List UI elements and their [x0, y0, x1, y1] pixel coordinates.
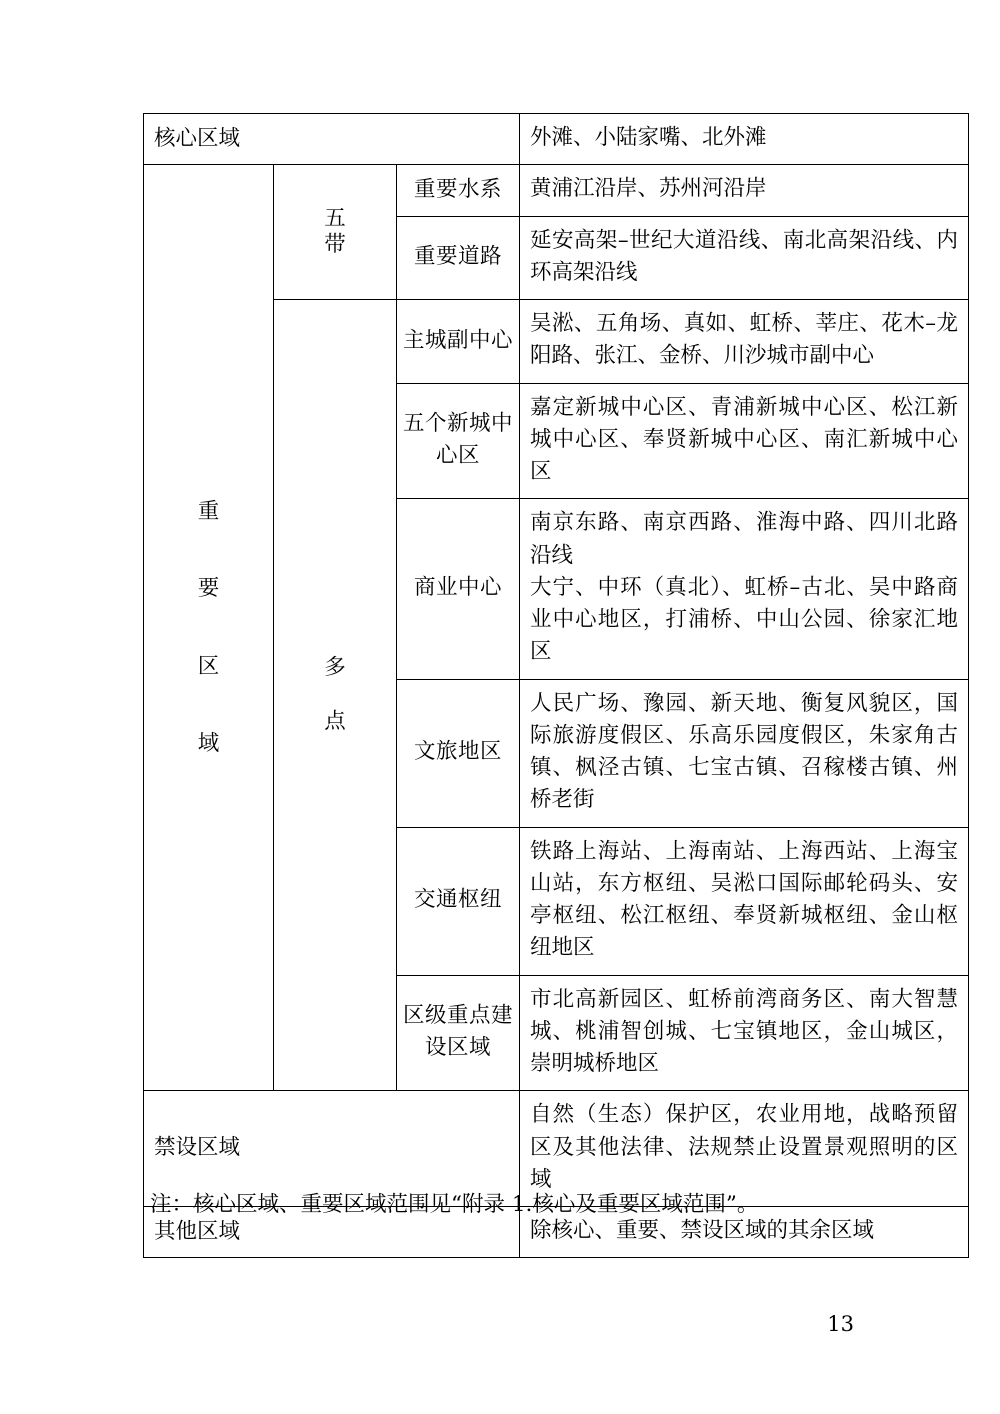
important-label-vertical [144, 473, 273, 783]
new-towns-label-text: 五个新城中心区 [402, 411, 513, 469]
page-number: 13 [827, 1312, 854, 1336]
important-label-char-1: 重 [197, 498, 220, 524]
sub-center-content-text: 吴淞、五角场、真如、虹桥、莘庄、花木–龙阳路、张江、金桥、川沙城市副中心 [530, 311, 958, 369]
lighting-zone-table [143, 113, 969, 1258]
commercial-center-content [520, 499, 968, 678]
sub-center-label-text: 主城副中心 [402, 327, 513, 353]
other-label-text: 其他区域 [154, 1218, 241, 1244]
many-points-label-char-2: 点 [324, 709, 346, 735]
important-label-char-3: 区 [197, 653, 220, 679]
item-content-commercial-center [520, 499, 969, 679]
item-content-new-towns [520, 383, 969, 499]
five-belts-label-char-1: 五 [324, 205, 346, 231]
item-label-sub-center [397, 300, 520, 384]
transport-hub-content-text: 铁路上海站、上海南站、上海西站、上海宝山站，东方枢纽、吴淞口国际邮轮码头、安亭枢纽、松江枢纽、奉贤新城枢纽、金山枢纽地区 [530, 838, 958, 961]
district-key-area-label-text: 区级重点建设区域 [402, 1003, 513, 1061]
water-system-label-text: 重要水系 [413, 176, 502, 202]
forbidden-content-text: 自然（生态）保护区，农业用地，战略预留区及其他法律、法规禁止设置景观照明的区域 [530, 1102, 958, 1192]
commercial-center-line-1: 南京东路、南京西路、淮海中路、四川北路沿线 [530, 510, 958, 568]
item-label-culture-tourism [397, 679, 520, 827]
important-label-char-2: 要 [197, 576, 220, 602]
five-belts-label-vertical [274, 206, 396, 258]
core-content-text: 外滩、小陆家嘴、北外滩 [530, 125, 767, 150]
item-content-transport-hub [520, 827, 969, 975]
item-label-district-key-area [397, 975, 520, 1091]
item-label-important-road [397, 216, 520, 300]
many-points-label-vertical [274, 641, 396, 749]
culture-tourism-content-text: 人民广场、豫园、新天地、衡复风貌区，国际旅游度假区、乐高乐园度假区，朱家角古镇、枫泾古镇、七宝古镇、召稼楼古镇、州桥老街 [530, 690, 958, 813]
item-content-important-road [520, 216, 969, 300]
row-label-core [144, 114, 520, 165]
item-content-district-key-area [520, 975, 969, 1091]
item-label-transport-hub [397, 827, 520, 975]
commercial-center-label-text: 商业中心 [413, 575, 502, 601]
item-label-commercial-center [397, 499, 520, 679]
group-label-five-belts [274, 165, 397, 300]
table-footnote: 注：核心区域、重要区域范围见“附录 1.核心及重要区域范围”。 [150, 1192, 759, 1217]
table-row-core [144, 114, 969, 165]
important-label-char-4: 域 [197, 731, 220, 757]
row-label-important [144, 165, 274, 1091]
important-road-content-text: 延安高架–世纪大道沿线、南北高架沿线、内环高架沿线 [530, 227, 958, 285]
item-content-sub-center [520, 300, 969, 384]
new-towns-content-text: 嘉定新城中心区、青浦新城中心区、松江新城中心区、奉贤新城中心区、南汇新城中心区 [530, 394, 958, 484]
water-system-content-text: 黄浦江沿岸、苏州河沿岸 [530, 176, 767, 202]
forbidden-label-text: 禁设区域 [154, 1135, 241, 1160]
district-key-area-content-text: 市北高新园区、虹桥前湾商务区、南大智慧城、桃浦智创城、七宝镇地区，金山城区，崇明城桥地区 [530, 986, 958, 1076]
item-label-water-system [397, 165, 520, 216]
core-label-text: 核心区域 [154, 125, 241, 151]
item-label-new-towns [397, 383, 520, 499]
commercial-center-line-2: 大宁、中环（真北）、虹桥–古北、吴中路商业中心地区，打浦桥、中山公园、徐家汇地区 [530, 574, 958, 665]
culture-tourism-label-text: 文旅地区 [413, 739, 502, 765]
table-row-important-water [144, 165, 969, 216]
five-belts-label-char-2: 带 [324, 232, 346, 258]
transport-hub-label-text: 交通枢纽 [413, 887, 502, 913]
row-content-core [520, 114, 969, 165]
item-content-culture-tourism [520, 679, 969, 827]
group-label-many-points [274, 300, 397, 1091]
important-road-label-text: 重要道路 [413, 244, 502, 270]
many-points-label-char-1: 多 [324, 655, 346, 681]
other-content-text: 除核心、重要、禁设区域的其余区域 [530, 1218, 875, 1243]
item-content-water-system [520, 165, 969, 216]
